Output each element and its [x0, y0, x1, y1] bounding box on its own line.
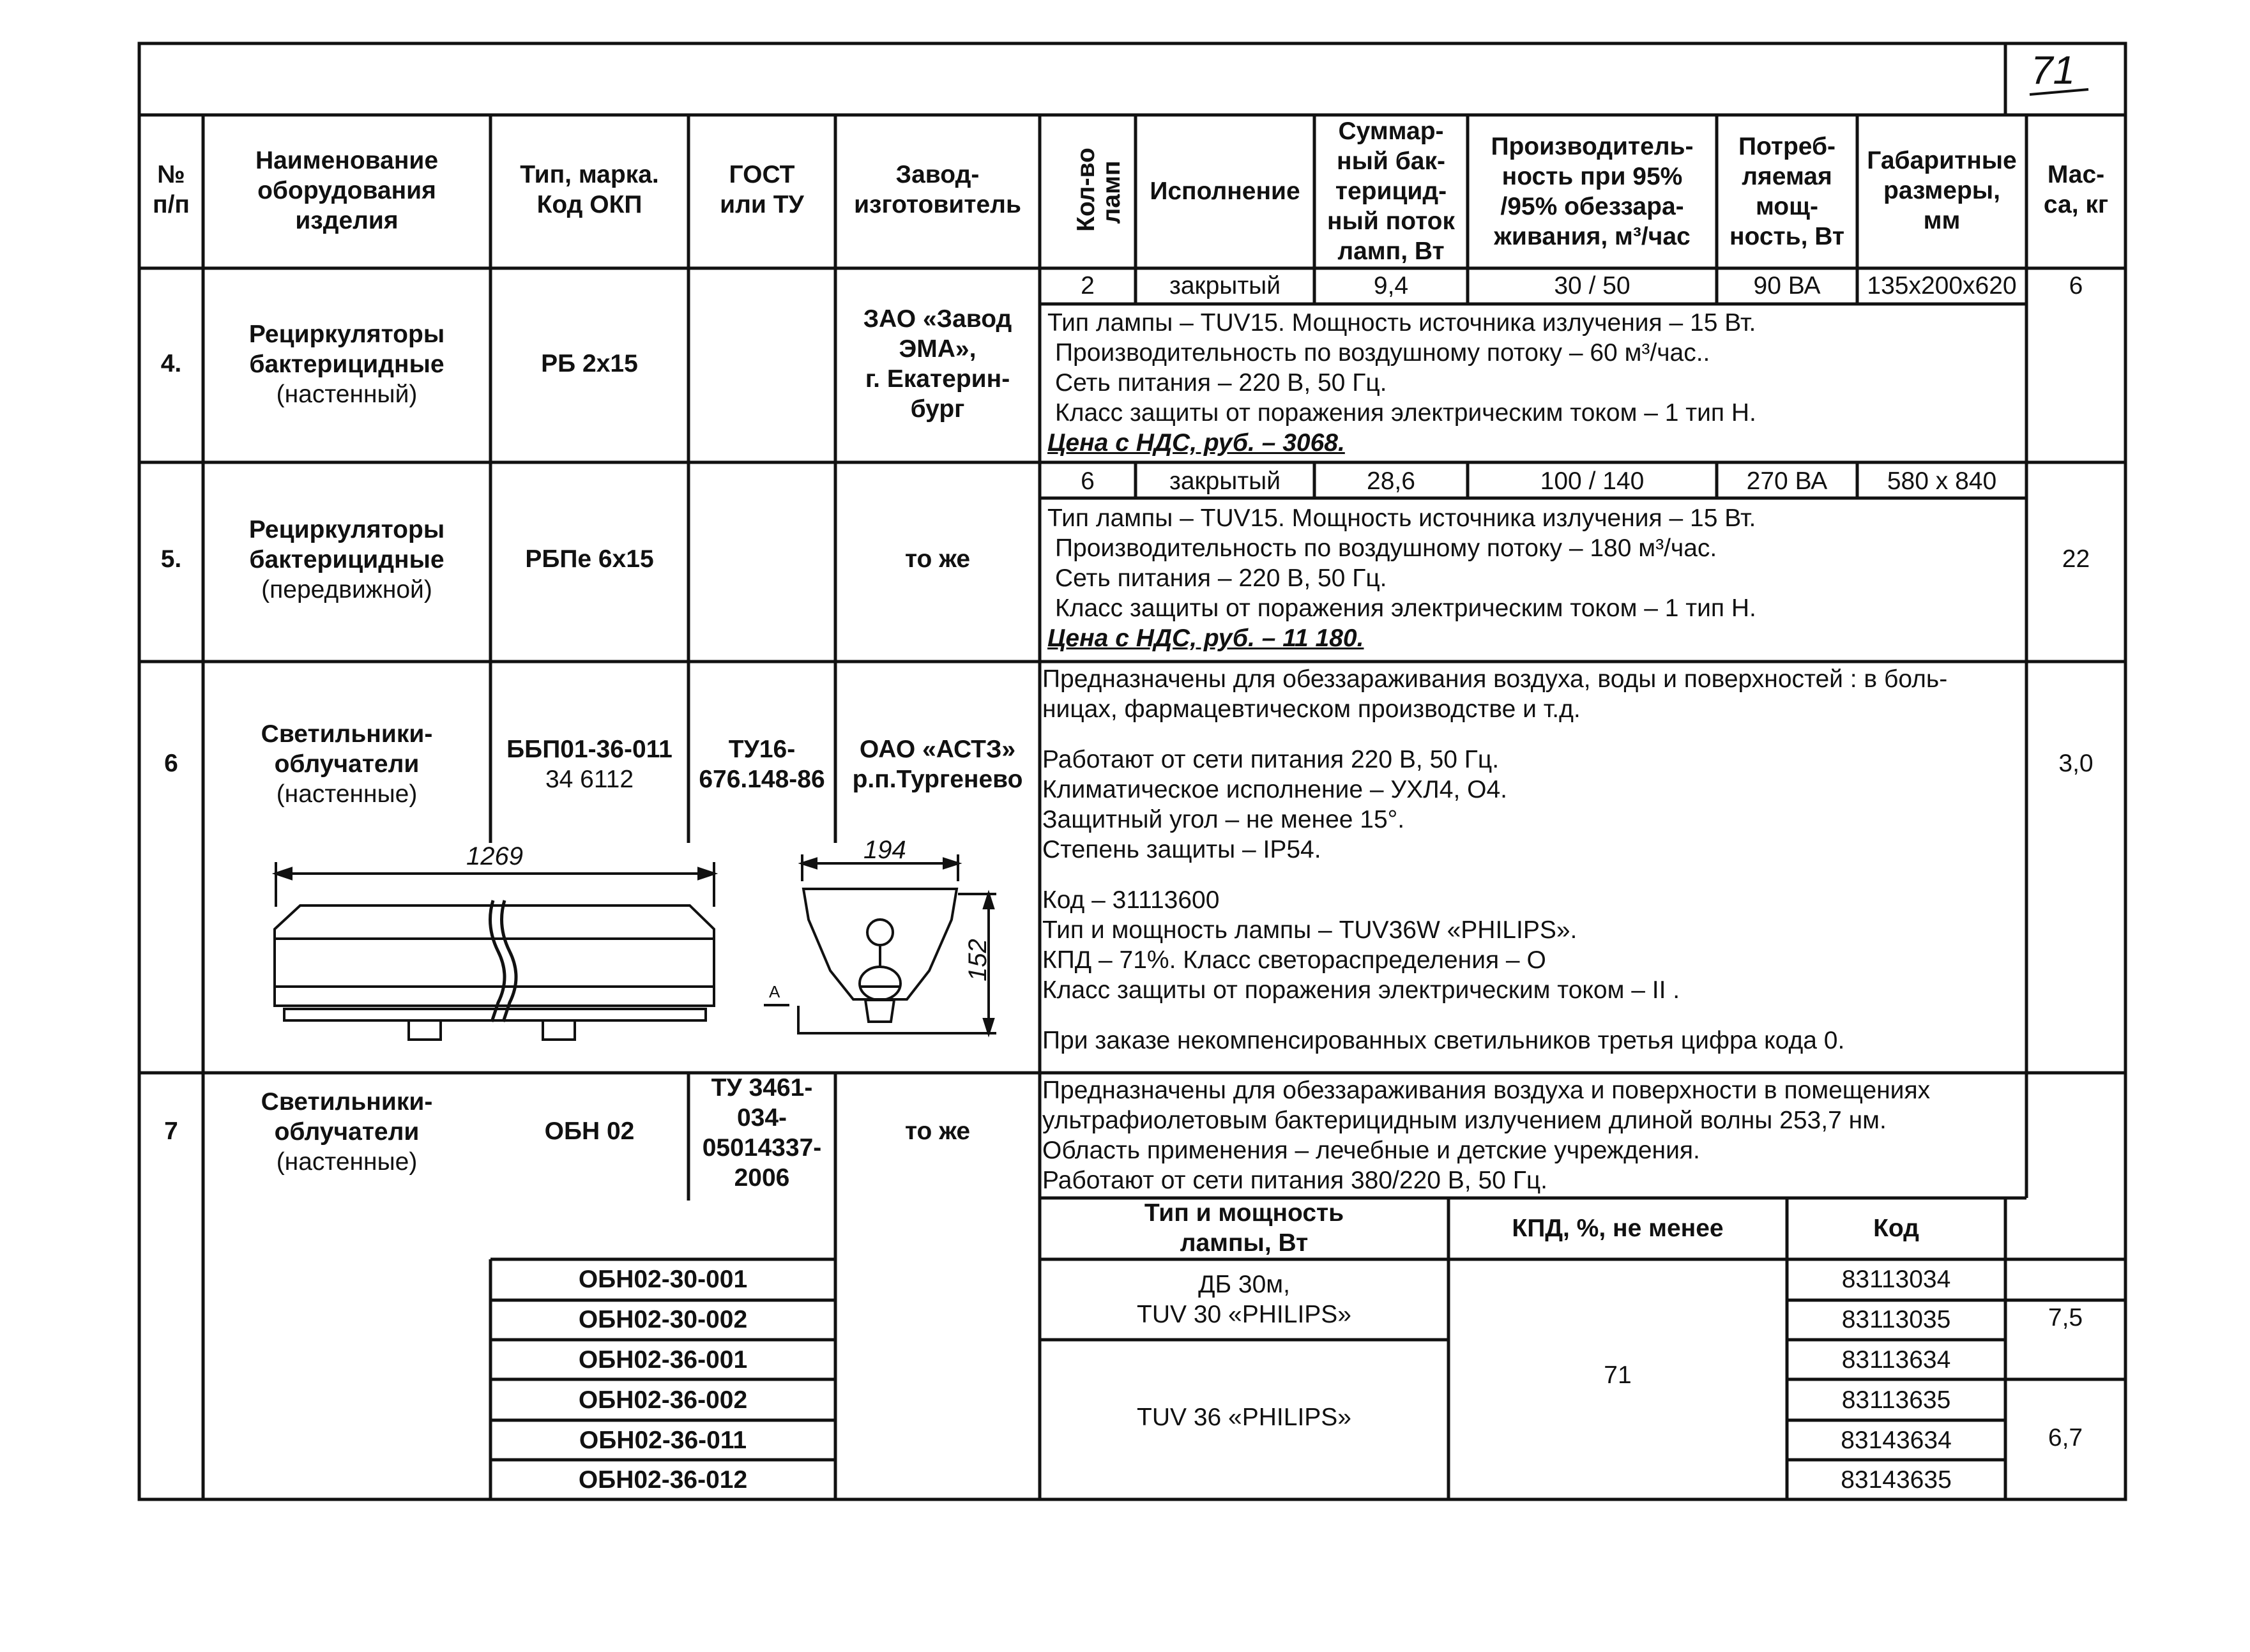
row4-dims: 135х200х620 [1867, 272, 2017, 299]
row6-type: ББП01-36-011 34 6112 [506, 736, 673, 793]
row4-execution: закрытый [1169, 272, 1281, 299]
row5-num: 5. [160, 545, 182, 573]
row7-gost: ТУ 3461- 034- 05014337- 2006 [702, 1074, 822, 1192]
model-3: ОБН02-36-001 [578, 1346, 748, 1374]
luminaire-section-drawing [764, 854, 996, 1034]
row5-execution: закрытый [1169, 467, 1281, 495]
header-lamps: Кол-во [1072, 148, 1100, 232]
row7-subheader-code: Код [1873, 1215, 1919, 1242]
luminaire-side-drawing [275, 862, 714, 1040]
row4-description: Тип лампы – TUV15. Мощность источника излучения – 15 Вт. Производительность по воздушному потоку – 60 м³/час.. Сеть питания – 220 В, 50 Гц. Класс защиты от поражения электрическим током – 1 тип Н. Цена с НДС, руб. – 3068. [1047, 309, 1756, 457]
row7-subheader-kpd: КПД, %, не менее [1512, 1215, 1724, 1242]
lamp-type-36: TUV 36 «PHILIPS» [1137, 1404, 1351, 1431]
row4-num: 4. [160, 350, 182, 377]
header-num: № п/п [153, 161, 190, 218]
mass-36: 6,7 [2048, 1424, 2083, 1451]
row5-flux: 28,6 [1367, 467, 1415, 495]
row4-name: Рециркуляторы бактерицидные (настенный) [248, 321, 445, 408]
header-name: Наименование оборудования изделия [255, 147, 439, 234]
row4-type: РБ 2х15 [541, 350, 638, 377]
row5-type: РБПе 6х15 [525, 545, 654, 573]
row4-flux: 9,4 [1373, 272, 1409, 299]
header-execution: Исполнение [1150, 178, 1300, 205]
row7-type: ОБН 02 [544, 1118, 635, 1145]
row7-subheader-lamp: Тип и мощность лампы, Вт [1144, 1199, 1344, 1257]
row5-power: 270 ВА [1746, 467, 1828, 495]
row5-factory: то же [904, 545, 971, 573]
row6-num: 6 [164, 750, 178, 777]
row7-description: Предназначены для обеззараживания воздуха и поверхности в помещениях ультрафиолетовым бактерицидным излучением длиной волны 253,7 нм. Область применения – лечебные и детские учреждения. Работают от сети питания 380/220 В, 50 Гц. [1042, 1077, 1931, 1194]
row6-description: Предназначены для обеззараживания воздуха, воды и поверхностей : в боль- ницах, фармацевтическом производстве и т.д. Работают от сети питания 220 В, 50 Гц. Климатическое исполнение – УХЛ4, О4. Защитный угол – не менее 15°. Степень защиты – IP54. Код – 31113600 Тип и мощность лампы – TUV36W «PHILIPS». КПД – 71%. Класс светораспределения – О Класс защиты от поражения электрическим током – II . При заказе некомпенсированных светильников третья цифра кода 0. [1042, 665, 1948, 1054]
row4-factory: ЗАО «Завод ЭМА», г. Екатерин- бург [863, 305, 1012, 423]
row7-num: 7 [164, 1118, 178, 1145]
code-1: 83113034 [1841, 1266, 1951, 1293]
row4-productivity: 30 / 50 [1554, 272, 1630, 299]
header-dims: Габаритные размеры, мм [1867, 147, 2017, 234]
model-5: ОБН02-36-011 [579, 1427, 747, 1454]
header-lamps-sub: ламп [1098, 160, 1125, 224]
row5-description: Тип лампы – TUV15. Мощность источника излучения – 15 Вт. Производительность по воздушному потоку – 180 м³/час. Сеть питания – 220 В, 50 Гц. Класс защиты от поражения электрическим током – 1 тип Н. Цена с НДС, руб. – 11 180. [1047, 504, 1756, 652]
mass-30: 7,5 [2048, 1304, 2083, 1331]
code-5: 83143634 [1841, 1427, 1952, 1454]
lamp-type-30: ДБ 30м, TUV 30 «PHILIPS» [1137, 1271, 1351, 1328]
row4-power: 90 ВА [1753, 272, 1821, 299]
model-6: ОБН02-36-012 [578, 1466, 748, 1494]
dim-length-label: 1269 [466, 842, 523, 870]
code-3: 83113634 [1841, 1346, 1951, 1374]
section-mark-label: А [769, 982, 780, 1001]
row5-lamps: 6 [1081, 467, 1095, 495]
row4-mass: 6 [2069, 272, 2083, 299]
model-4: ОБН02-36-002 [578, 1386, 748, 1414]
row7-name: Светильники- облучатели (настенные) [261, 1088, 433, 1176]
header-productivity: Производитель- ность при 95% /95% обеззара- живания, м³/час [1491, 133, 1694, 250]
row6-gost: ТУ16- 676.148-86 [699, 736, 825, 793]
row5-name: Рециркуляторы бактерицидные (передвижной) [248, 516, 445, 603]
header-type: Тип, марка. Код ОКП [520, 161, 659, 218]
row5-dims: 580 х 840 [1887, 467, 1997, 495]
dim-width-label: 194 [863, 836, 906, 864]
header-flux: Суммар- ный бак- терицид- ный поток ламп, Вт [1326, 117, 1455, 265]
model-1: ОБН02-30-001 [578, 1266, 748, 1293]
code-4: 83113635 [1841, 1386, 1951, 1414]
row6-factory: ОАО «АСТЗ» р.п.Тургенево [852, 736, 1023, 793]
page-number: 71 [2031, 49, 2075, 93]
row4-lamps: 2 [1081, 272, 1095, 299]
kpd-value: 71 [1604, 1361, 1632, 1389]
header-gost: ГОСТ или ТУ [720, 161, 804, 218]
header-factory: Завод- изготовитель [854, 161, 1021, 218]
dim-height-label: 152 [963, 939, 992, 981]
code-2: 83113035 [1841, 1306, 1951, 1333]
row5-productivity: 100 / 140 [1540, 467, 1645, 495]
row5-mass: 22 [2062, 545, 2090, 573]
row6-mass: 3,0 [2058, 750, 2094, 777]
row7-factory: то же [904, 1118, 971, 1145]
model-2: ОБН02-30-002 [578, 1306, 748, 1333]
code-6: 83143635 [1841, 1466, 1952, 1494]
header-power: Потреб- ляемая мощ- ность, Вт [1729, 133, 1845, 250]
row6-name: Светильники- облучатели (настенные) [261, 720, 433, 808]
header-mass: Мас- са, кг [2043, 161, 2109, 218]
